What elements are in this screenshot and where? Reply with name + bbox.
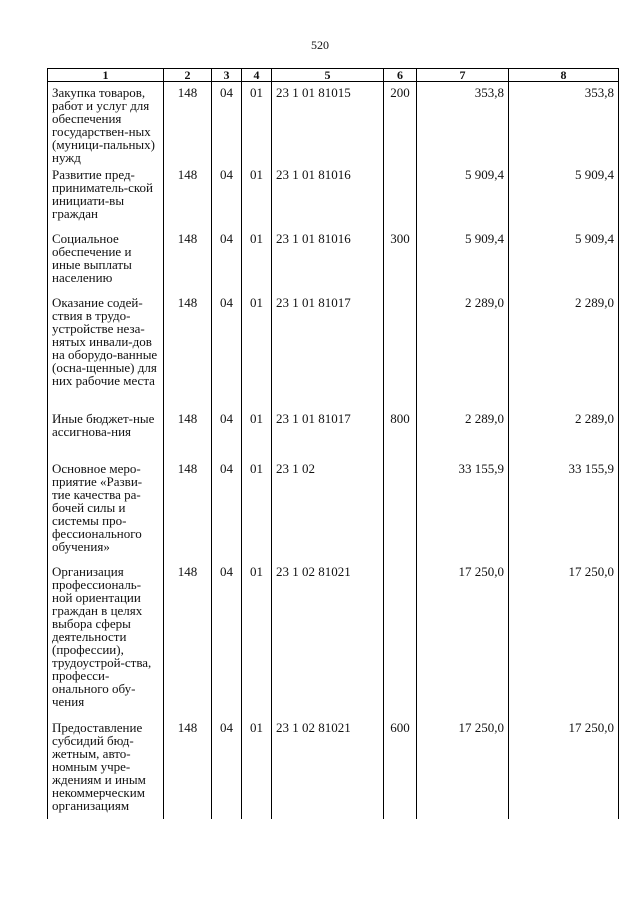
row-code-3: 04 <box>212 82 242 165</box>
row-value-8: 5 909,4 <box>509 164 619 228</box>
row-value-7: 353,8 <box>417 82 509 165</box>
row-code-5: 23 1 01 81016 <box>272 228 384 292</box>
row-name: Предоставление субсидий бюд-жетным, авто-номным учре-ждениям и иным некоммерческим организациям <box>48 717 164 819</box>
row-value-7: 2 289,0 <box>417 408 509 458</box>
table-row <box>48 164 619 228</box>
row-name: Развитие пред-приниматель-ской инициати-вы граждан <box>48 164 164 228</box>
row-value-7: 2 289,0 <box>417 292 509 408</box>
row-code-6: 800 <box>384 408 417 458</box>
row-name: Социальное обеспечение и иные выплаты населению <box>48 228 164 292</box>
row-code-3: 04 <box>212 561 242 717</box>
row-code-3: 04 <box>212 228 242 292</box>
row-value-8: 353,8 <box>509 82 619 165</box>
row-code-2: 148 <box>164 228 212 292</box>
row-code-5: 23 1 01 81017 <box>272 292 384 408</box>
row-code-2: 148 <box>164 164 212 228</box>
row-code-4: 01 <box>242 292 272 408</box>
row-code-4: 01 <box>242 561 272 717</box>
row-code-5: 23 1 02 <box>272 458 384 561</box>
table-row <box>48 717 619 819</box>
row-code-2: 148 <box>164 458 212 561</box>
header-col-1: 1 <box>48 69 164 82</box>
table-row <box>48 458 619 561</box>
row-code-3: 04 <box>212 164 242 228</box>
header-col-5: 5 <box>272 69 384 82</box>
row-code-6 <box>384 561 417 717</box>
page-number: 520 <box>311 38 329 52</box>
table-row <box>48 408 619 458</box>
header-col-7: 7 <box>417 69 509 82</box>
row-code-3: 04 <box>212 458 242 561</box>
row-code-3: 04 <box>212 292 242 408</box>
row-code-2: 148 <box>164 408 212 458</box>
row-value-8: 2 289,0 <box>509 408 619 458</box>
row-code-4: 01 <box>242 164 272 228</box>
row-code-6: 600 <box>384 717 417 819</box>
header-col-4: 4 <box>242 69 272 82</box>
header-col-3: 3 <box>212 69 242 82</box>
row-code-6: 200 <box>384 82 417 165</box>
header-col-2: 2 <box>164 69 212 82</box>
row-code-5: 23 1 02 81021 <box>272 717 384 819</box>
row-value-7: 5 909,4 <box>417 228 509 292</box>
row-value-8: 17 250,0 <box>509 561 619 717</box>
row-name: Иные бюджет-ные ассигнова-ния <box>48 408 164 458</box>
row-code-3: 04 <box>212 408 242 458</box>
row-value-7: 17 250,0 <box>417 561 509 717</box>
row-value-8: 17 250,0 <box>509 717 619 819</box>
row-code-4: 01 <box>242 408 272 458</box>
row-code-2: 148 <box>164 561 212 717</box>
row-code-2: 148 <box>164 717 212 819</box>
header-col-6: 6 <box>384 69 417 82</box>
table-row <box>48 561 619 717</box>
row-code-5: 23 1 01 81015 <box>272 82 384 165</box>
row-value-7: 5 909,4 <box>417 164 509 228</box>
row-code-4: 01 <box>242 458 272 561</box>
row-code-2: 148 <box>164 82 212 165</box>
row-name: Закупка товаров, работ и услуг для обеспечения государствен-ных (муници-пальных) нужд <box>48 82 164 165</box>
table-row <box>48 82 619 165</box>
row-code-4: 01 <box>242 82 272 165</box>
budget-table <box>47 68 619 819</box>
row-value-8: 5 909,4 <box>509 228 619 292</box>
table-header <box>48 69 619 82</box>
row-value-8: 33 155,9 <box>509 458 619 561</box>
row-name: Основное меро-приятие «Разви-тие качества ра-бочей силы и системы про-фессионального обучения» <box>48 458 164 561</box>
row-code-6 <box>384 164 417 228</box>
row-code-2: 148 <box>164 292 212 408</box>
row-code-5: 23 1 01 81016 <box>272 164 384 228</box>
row-value-7: 17 250,0 <box>417 717 509 819</box>
row-code-5: 23 1 01 81017 <box>272 408 384 458</box>
header-col-8: 8 <box>509 69 619 82</box>
row-name: Организация профессиональ-ной ориентации граждан в целях выбора сферы деятельности (профессии), трудоустрой-ства, професси-онального обу-чения <box>48 561 164 717</box>
table-row <box>48 228 619 292</box>
row-code-4: 01 <box>242 717 272 819</box>
table-row <box>48 292 619 408</box>
row-code-3: 04 <box>212 717 242 819</box>
row-code-6 <box>384 458 417 561</box>
row-name: Оказание содей-ствия в трудо-устройстве неза-нятых инвали-дов на оборудо-ванные (осна-щенные) для них рабочие места <box>48 292 164 408</box>
row-code-4: 01 <box>242 228 272 292</box>
row-value-7: 33 155,9 <box>417 458 509 561</box>
row-value-8: 2 289,0 <box>509 292 619 408</box>
row-code-6 <box>384 292 417 408</box>
row-code-6: 300 <box>384 228 417 292</box>
row-code-5: 23 1 02 81021 <box>272 561 384 717</box>
